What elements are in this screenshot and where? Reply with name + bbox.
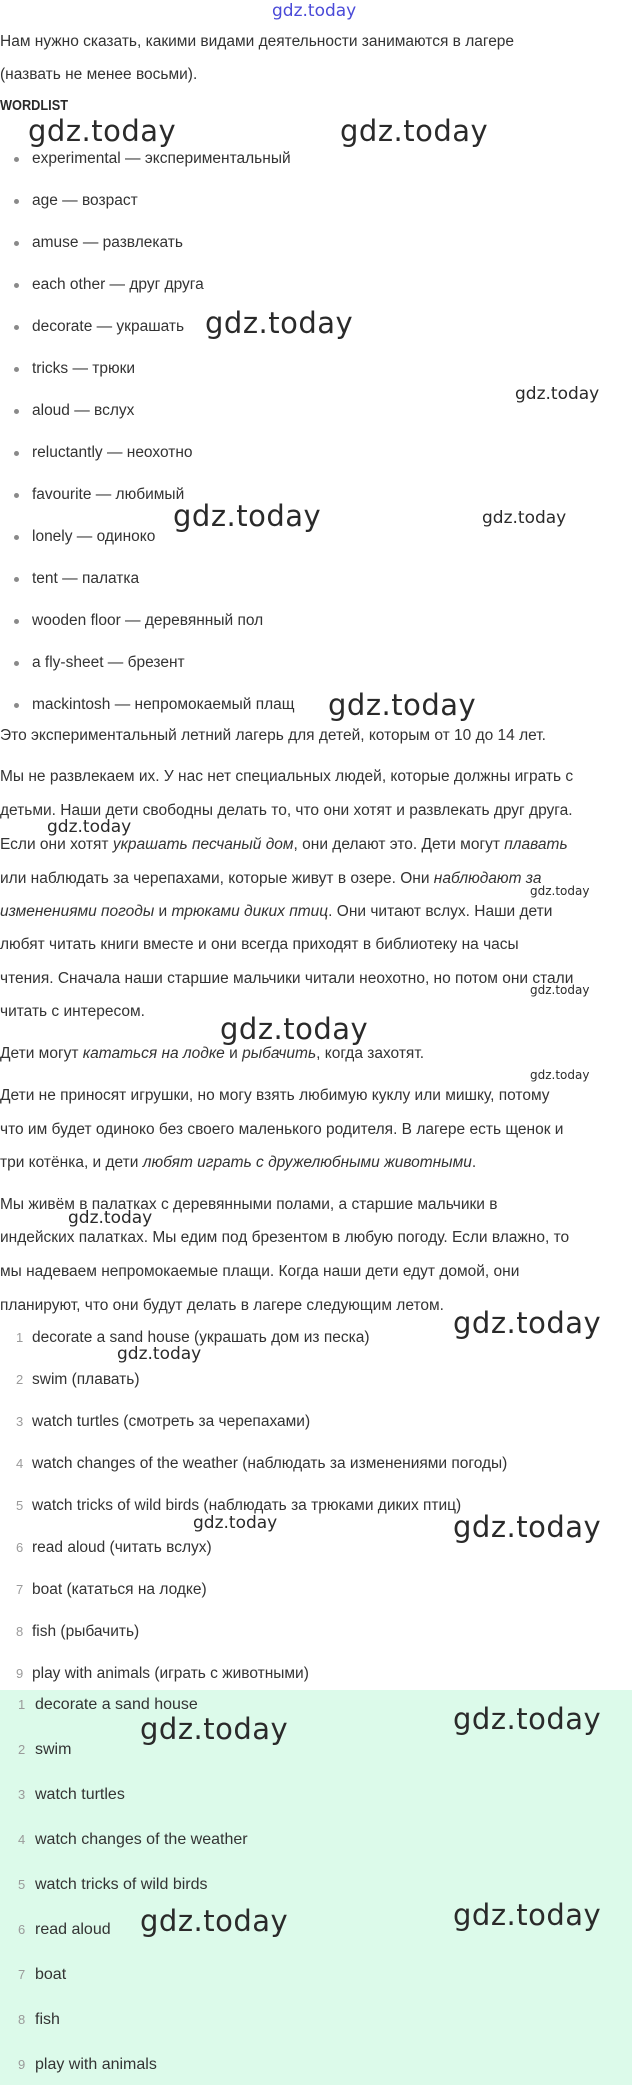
wordlist-heading: WORDLIST xyxy=(0,97,68,114)
list-number: 5 xyxy=(16,1498,24,1513)
wordlist-item: a fly-sheet — брезент xyxy=(32,654,185,671)
wordlist-item: reluctantly — неохотно xyxy=(32,444,193,461)
bullet-icon xyxy=(14,199,19,204)
bullet-icon xyxy=(14,367,19,372)
list-number: 8 xyxy=(16,1624,24,1639)
watermark: gdz.today xyxy=(530,1068,590,1082)
text-span: , они делают это. Дети могут xyxy=(293,836,505,853)
text-line xyxy=(0,903,552,920)
text-line: Мы не развлекаем их. У нас нет специальных людей, которые должны играть с xyxy=(0,768,574,785)
watermark: gdz.today xyxy=(173,499,322,533)
watermark: gdz.today xyxy=(453,1898,602,1932)
bullet-icon xyxy=(14,619,19,624)
answer-item: swim xyxy=(35,1741,72,1758)
list-item: read aloud (читать вслух) xyxy=(32,1539,212,1556)
text-emphasis: кататься на лодке xyxy=(82,1045,225,1062)
bullet-icon xyxy=(14,283,19,288)
bullet-icon xyxy=(14,451,19,456)
text-emphasis: плавать xyxy=(504,836,568,853)
wordlist-item: favourite — любимый xyxy=(32,486,185,503)
bullet-icon xyxy=(14,493,19,498)
watermark: gdz.today xyxy=(140,1712,289,1746)
wordlist-item: aloud — вслух xyxy=(32,402,135,419)
watermark: gdz.today xyxy=(193,1513,278,1533)
list-item: watch tricks of wild birds (наблюдать за трюками диких птиц) xyxy=(32,1497,462,1514)
bullet-icon xyxy=(14,325,19,330)
answer-number: 6 xyxy=(18,1922,26,1937)
answer-item: read aloud xyxy=(35,1921,111,1938)
text-line xyxy=(0,870,541,887)
watermark: gdz.today xyxy=(68,1208,153,1228)
answer-number: 3 xyxy=(18,1787,26,1802)
list-item: decorate a sand house (украшать дом из песка) xyxy=(32,1329,370,1346)
answer-number: 9 xyxy=(18,2057,26,2072)
answer-item: decorate a sand house xyxy=(35,1696,198,1713)
watermark: gdz.today xyxy=(220,1012,369,1046)
text-line: Это экспериментальный летний лагерь для детей, которым от 10 до 14 лет. xyxy=(0,727,546,744)
bullet-icon xyxy=(14,661,19,666)
watermark: gdz.today xyxy=(453,1306,602,1340)
text-emphasis: наблюдают за xyxy=(433,870,542,887)
list-number: 3 xyxy=(16,1414,24,1429)
bullet-icon xyxy=(14,241,19,246)
watermark: gdz.today xyxy=(140,1904,289,1938)
watermark: gdz.today xyxy=(530,983,590,997)
bullet-icon xyxy=(14,535,19,540)
bullet-icon xyxy=(14,157,19,162)
wordlist-item: age — возраст xyxy=(32,192,138,209)
answer-item: fish xyxy=(35,2011,60,2028)
text-emphasis: изменениями погоды xyxy=(0,903,155,920)
text-emphasis: любят играть с дружелюбными животными xyxy=(142,1154,472,1171)
list-item: play with animals (играть с животными) xyxy=(32,1665,309,1682)
bullet-icon xyxy=(14,409,19,414)
list-number: 9 xyxy=(16,1666,24,1681)
answer-item: boat xyxy=(35,1966,67,1983)
text-span: и xyxy=(154,903,172,920)
text-line: Мы живём в палатках с деревянными полами, а старшие мальчики в xyxy=(0,1196,498,1213)
list-number: 4 xyxy=(16,1456,24,1471)
wordlist-item: each other — друг друга xyxy=(32,276,204,293)
text-span: , когда захотят. xyxy=(316,1045,425,1062)
answer-number: 7 xyxy=(18,1967,26,1982)
list-item: watch turtles (смотреть за черепахами) xyxy=(32,1413,311,1430)
text-line: чтения. Сначала наши старшие мальчики читали неохотно, но потом они стали xyxy=(0,970,574,987)
text-span: Если они хотят xyxy=(0,836,113,853)
text-span: или наблюдать за черепахами, которые живут в озере. Они xyxy=(0,870,434,887)
list-item: boat (кататься на лодке) xyxy=(32,1581,207,1598)
text-span: . xyxy=(471,1154,477,1171)
text-emphasis: рыбачить xyxy=(242,1045,317,1062)
wordlist-item: mackintosh — непромокаемый плащ xyxy=(32,696,295,713)
bullet-icon xyxy=(14,703,19,708)
wordlist-item: wooden floor — деревянный пол xyxy=(32,612,264,629)
intro-line-1: Нам нужно сказать, какими видами деятельности занимаются в лагере xyxy=(0,33,515,50)
watermark: gdz.today xyxy=(453,1702,602,1736)
top-watermark: gdz.today xyxy=(272,1,357,21)
wordlist-item: tricks — трюки xyxy=(32,360,136,377)
list-item: fish (рыбачить) xyxy=(32,1623,140,1640)
text-line xyxy=(0,836,568,853)
watermark: gdz.today xyxy=(530,884,590,898)
list-item: watch changes of the weather (наблюдать за изменениями погоды) xyxy=(32,1455,508,1472)
answer-item: watch tricks of wild birds xyxy=(35,1876,208,1893)
watermark: gdz.today xyxy=(28,114,177,148)
answer-item: watch changes of the weather xyxy=(35,1831,248,1848)
watermark: gdz.today xyxy=(453,1510,602,1544)
bullet-icon xyxy=(14,577,19,582)
list-number: 6 xyxy=(16,1540,24,1555)
text-line: любят читать книги вместе и они всегда приходят в библиотеку на часы xyxy=(0,936,519,953)
list-number: 7 xyxy=(16,1582,24,1597)
text-span: три котёнка, и дети xyxy=(0,1154,143,1171)
answer-item: play with animals xyxy=(35,2056,157,2073)
text-line: индейских палатках. Мы едим под брезентом в любую погоду. Если влажно, то xyxy=(0,1229,570,1246)
text-span: Дети могут xyxy=(0,1045,83,1062)
text-emphasis: трюками диких птиц xyxy=(171,903,329,920)
wordlist-item: tent — палатка xyxy=(32,570,140,587)
text-span: и xyxy=(224,1045,243,1062)
list-item: swim (плавать) xyxy=(32,1371,140,1388)
text-line: мы надеваем непромокаемые плащи. Когда наши дети едут домой, они xyxy=(0,1263,520,1280)
wordlist-item: decorate — украшать xyxy=(32,318,185,335)
watermark: gdz.today xyxy=(205,306,354,340)
text-line: Дети не приносят игрушки, но могу взять любимую куклу или мишку, потому xyxy=(0,1087,550,1104)
watermark: gdz.today xyxy=(515,384,600,404)
watermark: gdz.today xyxy=(340,114,489,148)
answer-number: 8 xyxy=(18,2012,26,2027)
wordlist-item: experimental — экспериментальный xyxy=(32,150,291,167)
answer-number: 5 xyxy=(18,1877,26,1892)
wordlist-item: amuse — развлекать xyxy=(32,234,183,251)
answer-number: 1 xyxy=(18,1697,26,1712)
text-span: . Они читают вслух. Наши дети xyxy=(328,903,553,920)
answer-number: 2 xyxy=(18,1742,26,1757)
text-line: детьми. Наши дети свободны делать то, что они хотят и развлекать друг друга. xyxy=(0,802,573,819)
text-emphasis: украшать песчаный дом xyxy=(112,836,294,853)
answer-number: 4 xyxy=(18,1832,26,1847)
answers-box xyxy=(0,1690,632,2085)
text-line xyxy=(0,1154,476,1171)
text-line xyxy=(0,1045,424,1062)
wordlist-item: lonely — одиноко xyxy=(32,528,156,545)
watermark: gdz.today xyxy=(47,817,132,837)
text-line: что им будет одиноко без своего маленького родителя. В лагере есть щенок и xyxy=(0,1121,564,1138)
watermark: gdz.today xyxy=(117,1344,202,1364)
list-number: 2 xyxy=(16,1372,24,1387)
text-line: читать с интересом. xyxy=(0,1003,145,1020)
list-number: 1 xyxy=(16,1330,24,1345)
answer-item: watch turtles xyxy=(35,1786,125,1803)
text-line: планируют, что они будут делать в лагере следующим летом. xyxy=(0,1297,444,1314)
watermark: gdz.today xyxy=(328,688,477,722)
intro-line-2: (назвать не менее восьми). xyxy=(0,66,198,83)
watermark: gdz.today xyxy=(482,508,567,528)
